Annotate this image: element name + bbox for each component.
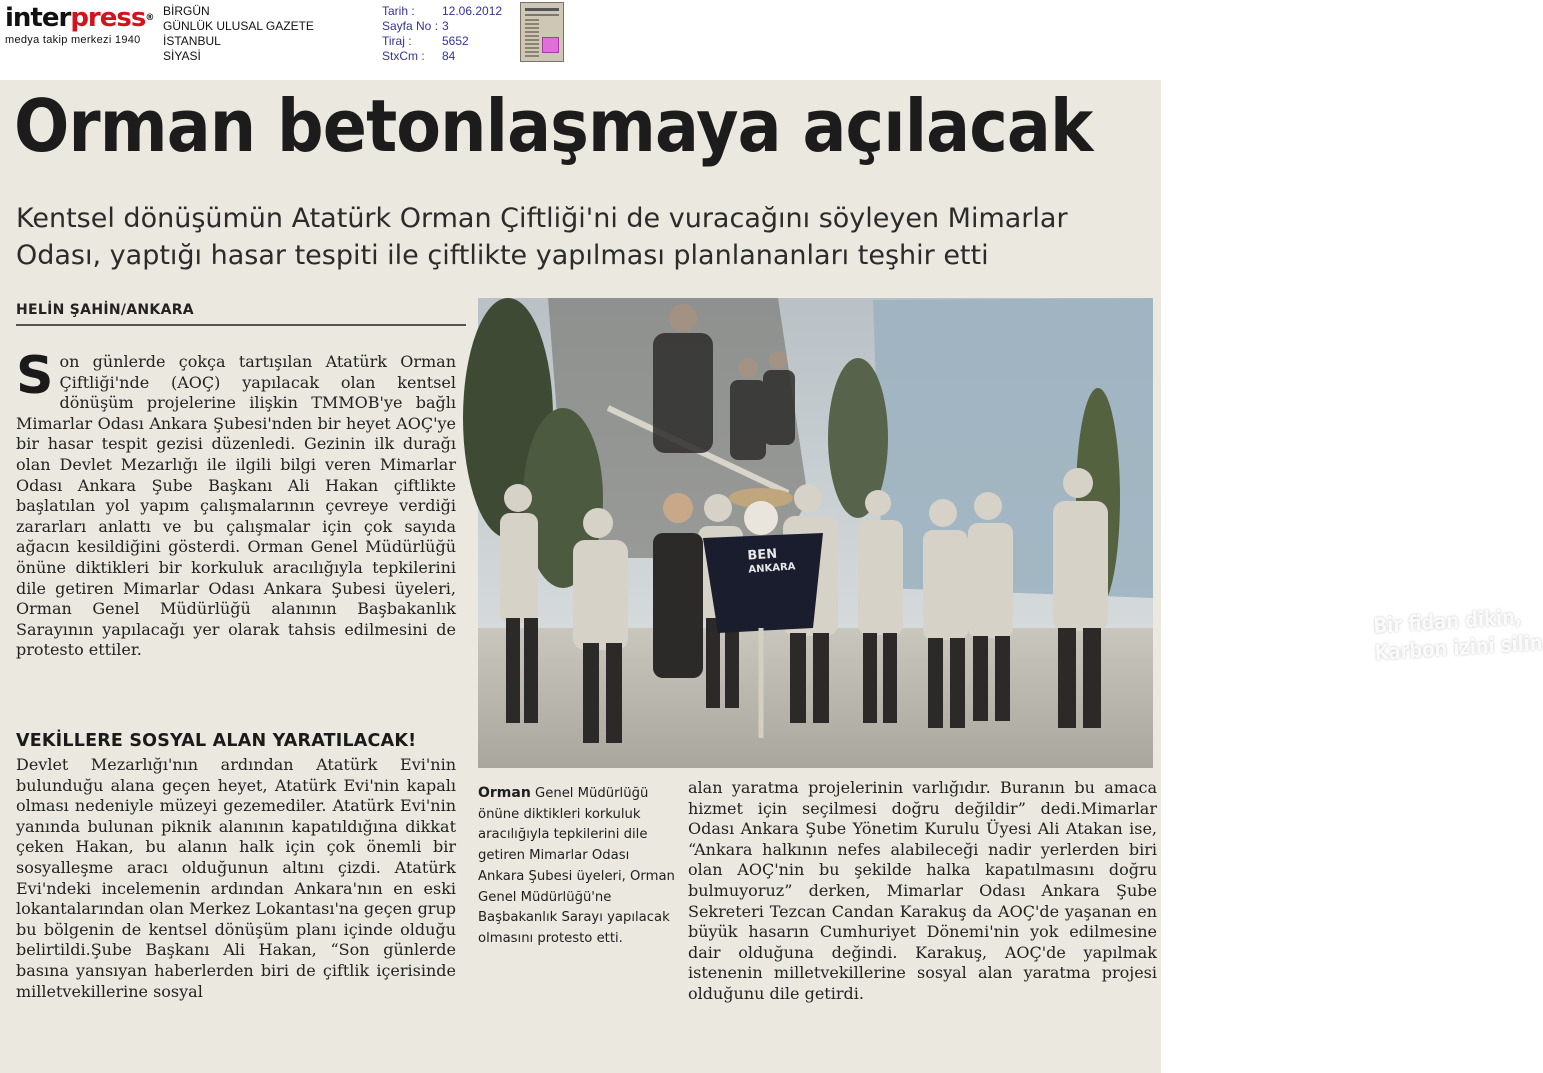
shirt-print [747, 546, 796, 577]
billboard-text [1373, 603, 1543, 667]
thumb-text-block [525, 19, 539, 57]
meta-row-circulation [382, 34, 522, 49]
shirt-line-2: ANKARA [748, 561, 796, 576]
thumb-line [525, 8, 559, 11]
photo-caption [478, 783, 676, 950]
meta-value: 3 [442, 19, 449, 33]
logo-registered-mark: ® [145, 13, 154, 23]
caption-lead: Orman [478, 785, 531, 801]
clipping-header [0, 0, 1161, 80]
caption-text: Genel Müdürlüğü önüne diktikleri korkuluk aracılığıyla tepkilerini dile getiren Mimarlar Odası Ankara Şubesi üyeleri, Orman Genel Müdürlüğü'ne Başbakanlık Sarayı yapılacak olmasını protesto etti. [478, 786, 675, 946]
interpress-logo [5, 4, 155, 46]
publication-category: SİYASİ [163, 49, 201, 63]
billboard-line-2: Karbon izini silin [1374, 630, 1543, 665]
publication-name: BİRGÜN [163, 4, 210, 18]
meta-key: StxCm : [382, 49, 425, 63]
meta-row-page [382, 19, 522, 34]
article-column-left-bottom [16, 755, 456, 1002]
article-column-right [688, 778, 1157, 1005]
meta-key: Tarih : [382, 4, 415, 18]
logo-word-red: press [70, 3, 146, 33]
meta-value: 12.06.2012 [442, 4, 503, 18]
publication-city: İSTANBUL [163, 34, 221, 48]
article-headline: Orman betonlaşmaya açılacak [14, 84, 1093, 168]
article-paragraph-3: alan yaratma projelerinin varlığıdır. Buranın bu amaca hizmet için seçilmesi doğru değildir” dedi.Mimarlar Odası Ankara Şube Yönetim Kurulu Üyesi Ali Atakan ise, “Ankara halkının nefes alabileceği nadir yerlerden biri olan AOÇ'nin bu şekilde halka kapatılmasını doğru bulmuyoruz” derken, Mimarlar Odası Ankara Şube Sekreteri Tezcan Candan Karakuş da AOÇ'de yaşanan en büyük hasarın Cumhuriyet Dönemi'nin yok edilmesine dair olduğuna değindi. Karakuş, AOÇ'de yapılmak istenenin milletvekillerine sosyal alan yaratma projesi olduğunu dile getirdi. [688, 778, 1157, 1003]
meta-value: 5652 [442, 34, 469, 48]
logo-wordmark [5, 4, 155, 32]
publication-info [163, 4, 314, 64]
thumb-line [525, 14, 559, 16]
article-subtitle: VEKİLLERE SOSYAL ALAN YARATILACAK! [16, 731, 417, 751]
drop-cap: S [16, 346, 54, 406]
page-thumbnail[interactable] [520, 2, 564, 62]
meta-row-date [382, 4, 522, 19]
meta-key: Sayfa No : [382, 19, 439, 33]
shirt-line-1: BEN [747, 546, 778, 564]
article-column-left-top [16, 346, 456, 661]
clipping-meta [382, 4, 522, 64]
thumb-article-highlight [542, 37, 559, 53]
meta-key: Tiraj : [382, 34, 412, 48]
logo-word-black: inter [5, 3, 71, 33]
logo-tagline: medya takip merkezi 1940 [5, 34, 141, 46]
article-photo [478, 298, 1543, 768]
article-paragraph-2: Devlet Mezarlığı'nın ardından Atatürk Evi'nin bulunduğu alana geçen heyet, Atatürk Evi'nin kapalı olması nedeniyle müzeyi gezemediler. Atatürk Evi'nin yanında bulunan piknik alanının kapatıldığına dikkat çeken Hakan, bu alanın halk için çok önemli bir sosyalleşme aracı olduğunun altını çizdi. Atatürk Evi'ndeki incelemenin ardından Ankara'nın en eski lokantalarından olan Merkez Lokantası'na geçen grup bu bölgenin de kentsel dönüşüm planı içinde olduğu belirtildi.Şube Başkanı Ali Hakan, “Son günlerde basına yansıyan haberlerden biri de çiftlik içerisinde milletvekillerine sosyal [16, 755, 456, 1001]
billboard-line-1: Bir fidan dikin, [1373, 604, 1523, 638]
article-paragraph-1: on günlerde çokça tartışılan Atatürk Orman Çiftliği'nde (AOÇ) yapılacak olan kentsel dönüşüm projelerine ilişkin TMMOB'ye bağlı Mimarlar Odası Ankara Şubesi'nden bir heyet AOÇ'ye bir hasar tespit gezisi düzenledi. Gezinin ilk durağı olan Devlet Mezarlığı ile ilgili bilgi veren Mimarlar Odası Ankara Şube Başkanı Ali Hakan çiftlikte başlatılan yol yapım çalışmalarının çevreye verdiği zararları anlattı ve bu çalışmalar için çok sayıda ağacın kesildiğini gösterdi. Orman Genel Müdürlüğü önüne diktikleri bir korkuluk aracılığıyla tepkilerini dile getiren Mimarlar Odası Ankara Şubesi üyeleri, Orman Genel Müdürlüğü alanının Başbakanlık Sarayının yapılacağı yer olarak tahsis edilmesini de protesto ettiler. [16, 352, 456, 660]
article-byline: HELİN ŞAHİN/ANKARA [16, 302, 466, 326]
meta-row-stxcm [382, 49, 522, 64]
article-subheadline: Kentsel dönüşümün Atatürk Orman Çiftliği'ni de vuracağını söyleyen Mimarlar Odası, yaptığı hasar tespiti ile çiftlikte yapılması planlananları teşhir etti [16, 203, 1068, 271]
photo-illustration [478, 298, 1153, 768]
meta-value: 84 [442, 49, 456, 63]
publication-type: GÜNLÜK ULUSAL GAZETE [163, 19, 314, 33]
